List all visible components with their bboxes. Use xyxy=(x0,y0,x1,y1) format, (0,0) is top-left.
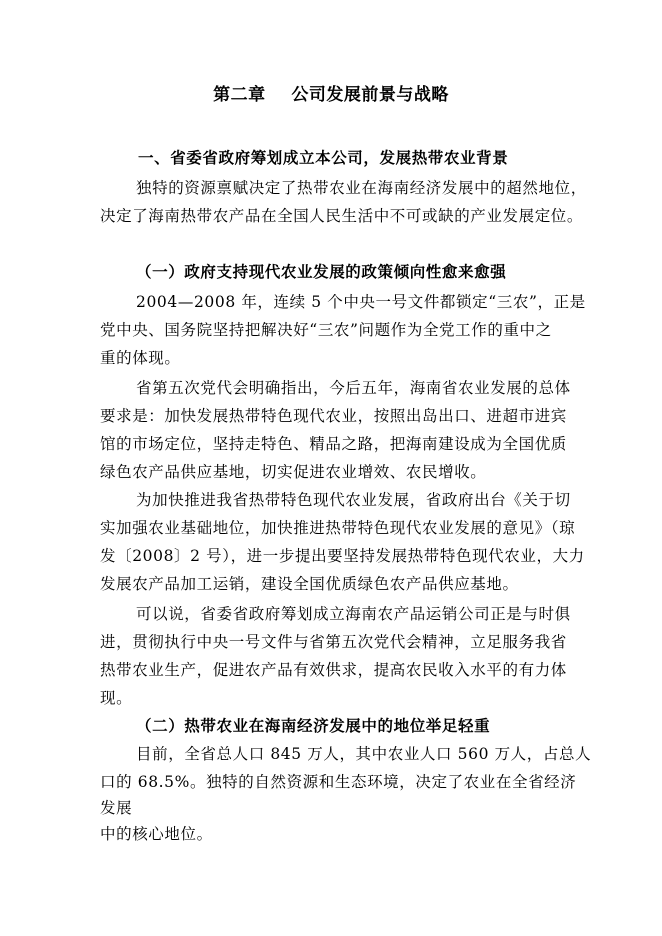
paragraph-line: 实加强农业基础地位，加快推进热带特色现代农业发展的意见》（琼 xyxy=(100,519,576,537)
paragraph-line: 现。 xyxy=(100,689,133,707)
paragraph-line: 省第五次党代会明确指出，今后五年，海南省农业发展的总体 xyxy=(136,379,571,397)
paragraph-line: 决定了海南热带农产品在全国人民生活中不可或缺的产业发展定位。 xyxy=(100,207,584,225)
paragraph-line: 发展 xyxy=(100,799,133,817)
paragraph-line: 要求是：加快发展热带特色现代农业，按照出岛出口、进超市进宾 xyxy=(100,407,567,425)
subsection-heading: （一）政府支持现代农业发展的政策倾向性愈来愈强 xyxy=(136,262,507,281)
paragraph-line: 热带农业生产，促进农产品有效供求，提高农民收入水平的有力体 xyxy=(100,661,567,679)
subsection-heading: （二）热带农业在海南经济发展中的地位举足轻重 xyxy=(136,716,491,735)
paragraph-line: 党中央、国务院坚持把解决好“三农”问题作为全党工作的重中之 xyxy=(100,321,552,339)
paragraph-line: 独特的资源禀赋决定了热带农业在海南经济发展中的超然地位， xyxy=(136,179,587,197)
paragraph-line: 口的 68.5%。独特的自然资源和生态环境，决定了农业在全省经济 xyxy=(100,773,577,791)
paragraph-line: 绿色农产品供应基地，切实促进农业增效、农民增收。 xyxy=(100,463,487,481)
paragraph-line: 重的体现。 xyxy=(100,349,181,367)
paragraph-line: 2004—2008 年，连续 5 个中央一号文件都锁定“三农”，正是 xyxy=(136,293,586,311)
paragraph-line: 中的核心地位。 xyxy=(100,825,213,843)
paragraph-line: 目前，全省总人口 845 万人，其中农业人口 560 万人，占总人 xyxy=(136,745,592,763)
paragraph-line: 为加快推进我省热带特色现代农业发展，省政府出台《关于切 xyxy=(136,491,571,509)
paragraph-line: 进，贯彻执行中央一号文件与省第五次党代会精神，立足服务我省 xyxy=(100,633,567,651)
section-heading: 一、省委省政府筹划成立本公司，发展热带农业背景 xyxy=(138,148,509,167)
chapter-title: 第二章 公司发展前景与战略 xyxy=(213,85,449,105)
paragraph-line: 发〔2008〕2 号），进一步提出要坚持发展热带特色现代农业，大力 xyxy=(100,547,585,565)
paragraph-line: 发展农产品加工运销，建设全国优质绿色农产品供应基地。 xyxy=(100,575,519,593)
paragraph-line: 馆的市场定位，坚持走特色、精品之路，把海南建设成为全国优质 xyxy=(100,435,567,453)
paragraph-line: 可以说，省委省政府筹划成立海南农产品运销公司正是与时俱 xyxy=(136,605,571,623)
